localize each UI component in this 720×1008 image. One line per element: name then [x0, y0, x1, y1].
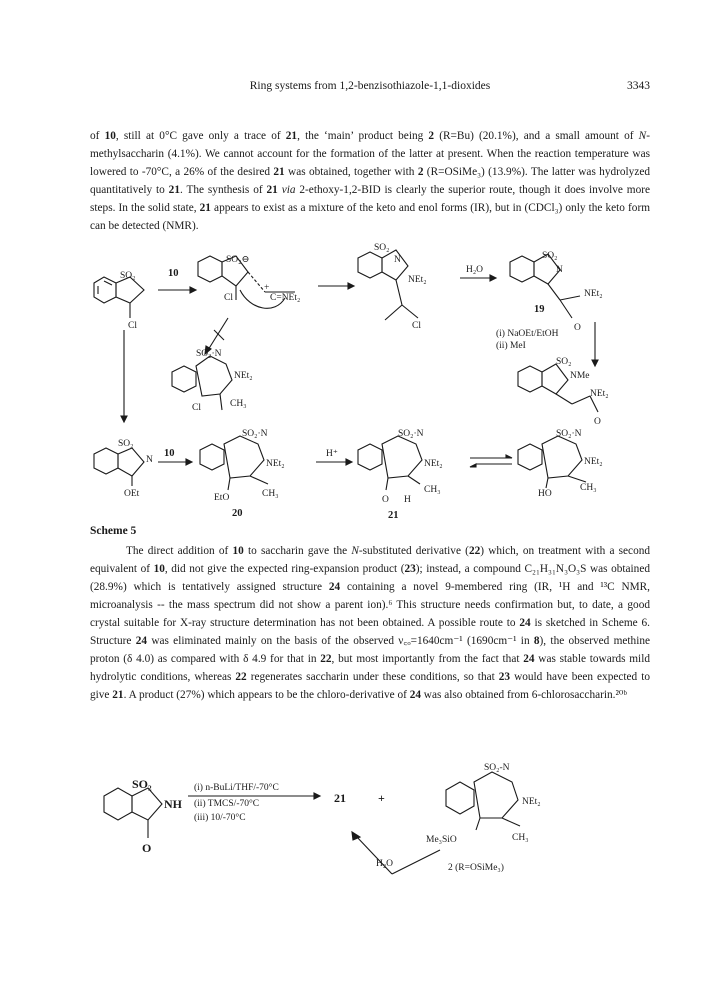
- nitrogen-label: N: [146, 455, 153, 465]
- sulfonyl-nitrogen-label: SO₂·N: [398, 429, 424, 439]
- diethylamino-label: NEt₂: [584, 457, 603, 467]
- compound-ref: 21: [285, 130, 298, 142]
- methyl-label: CH₃: [512, 833, 529, 843]
- text-run: regenerates saccharin under these conditions, so that: [246, 671, 499, 683]
- sulfonyl-anion-label: SO₂⊖: [226, 255, 250, 265]
- ethoxy-label: EtO: [214, 493, 230, 503]
- compound-ref: 22: [320, 653, 332, 665]
- text-run: -methylsaccharin (4.1%). We cannot account for the formation of the latter at present. When the reaction temperature was lowered to -70°C, a 26% of the desired: [90, 130, 650, 178]
- text-run: . A product (27%) which appears to be the chloro-derivative of: [123, 689, 410, 701]
- diethylamino-label: NEt₂: [424, 459, 443, 469]
- compound-ref: 24: [409, 689, 421, 701]
- compound-ref: 2: [428, 130, 435, 142]
- compound-ref: 24: [135, 635, 148, 647]
- reagent-step: (ii) TMCS/-70°C: [194, 799, 260, 809]
- chloro-label: Cl: [128, 321, 137, 331]
- text-run: 2-ethoxy-1,2-BID is clearly the superior route, though it does involve more steps. In the solid state,: [90, 184, 651, 214]
- so2-label: SO₂: [118, 439, 134, 449]
- compound-ref: 22: [468, 545, 481, 557]
- compound-number: 19: [534, 304, 545, 315]
- product-number: 21: [334, 791, 346, 805]
- so2-label: SO₂: [556, 357, 572, 367]
- so2-label: SO₂: [132, 777, 152, 791]
- text-run: is sketched in Scheme 6. Structure: [90, 617, 650, 647]
- paragraph-discussion: [90, 542, 650, 704]
- text-run: of: [90, 130, 105, 142]
- chloro-label: Cl: [192, 403, 201, 413]
- compound-ref: 21: [273, 166, 285, 178]
- oxygen-label: O: [382, 495, 389, 505]
- diethylamino-label: NEt₂: [408, 275, 427, 285]
- text-run: was obtained, together with: [284, 166, 418, 178]
- compound-ref: 21: [266, 184, 278, 196]
- text-run: , did not give the expected ring-expansion product (: [164, 563, 405, 575]
- so2-label: SO₂: [120, 271, 136, 281]
- sulfonyl-nitrogen-label: SO₂·N: [196, 349, 222, 359]
- compound-ref: 10: [104, 130, 116, 142]
- text-run: appears to exist as a mixture of the keto and enol forms (IR), but in (CDCl₃) only the keto form can be detected (NMR).: [90, 202, 651, 232]
- compound-ref: 24: [328, 581, 341, 593]
- water-label: H₂O: [466, 265, 484, 275]
- so2-label: SO₂: [374, 243, 390, 253]
- text-run: (R=OSiMe₃) (13.9%). The latter was hydrolyzed quantitatively to: [90, 166, 651, 196]
- text-run: -substituted derivative (: [358, 545, 469, 557]
- chloro-label: Cl: [412, 321, 421, 331]
- so2-label: SO₂: [542, 251, 558, 261]
- diethylamino-label: NEt₂: [234, 371, 253, 381]
- trimethylsiloxy-label: Me₃SiO: [426, 835, 457, 845]
- italic-run: N: [351, 545, 359, 557]
- compound-ref: 10: [232, 545, 244, 557]
- text-run: containing a novel 9-membered ring (IR, ¹H and ¹³C NMR, microanalysis -- the mass spectrum did not show a parent ion).⁶ This structure needs confirmation but, to date, a good crystal suitable for X-ray structure determination has not been obtained. A possible route to: [90, 581, 651, 629]
- italic-run: N: [638, 130, 647, 142]
- text-run: (R=Bu) (20.1%), and a small amount of: [434, 130, 639, 142]
- text-run: , but most importantly from the fact that: [331, 653, 524, 665]
- water-label: H₂O: [376, 859, 394, 869]
- reagent-number: 10: [168, 268, 179, 279]
- reagent-step: (iii) 10/-70°C: [194, 813, 246, 823]
- text-run: ); instead, a compound C₂₁H₃₁N₃O₃S was obtained (28.9%) which is tentatively assigned structure: [90, 563, 650, 593]
- compound-ref: 23: [498, 671, 511, 683]
- text-run: was eliminated mainly on the basis of the observed ν꜀ₒ=1640cm⁻¹ (1690cm⁻¹ in: [147, 635, 534, 647]
- text-run: The direct addition of: [126, 545, 233, 557]
- oxygen-label: O: [594, 417, 601, 427]
- sulfonyl-nitrogen-label: SO₂·N: [556, 429, 582, 439]
- reagent-number: 10: [164, 448, 175, 459]
- reagent-step: (i) n-BuLi/THF/-70°C: [194, 783, 279, 793]
- reagent-step: (i) NaOEt/EtOH: [496, 329, 559, 339]
- text-run: , the ‘main’ product being: [297, 130, 429, 142]
- plus-sign: +: [378, 791, 385, 805]
- nitrogen-label: N: [394, 255, 401, 265]
- oxygen-label: O: [142, 841, 152, 855]
- text-run: ), the observed methine proton (δ 4.0) as compared with δ 4.9 for that in: [90, 635, 650, 665]
- nh-label: NH: [164, 797, 182, 811]
- compound-ref: 23: [404, 563, 416, 575]
- sulfonyl-nitrogen-label: SO₂-N: [484, 763, 510, 773]
- compound-ref: 10: [153, 563, 165, 575]
- plus-charge: +: [264, 283, 270, 293]
- diethylamino-label: NEt₂: [590, 389, 609, 399]
- compound-ref: 2: [417, 166, 424, 178]
- methyl-label: CH₃: [262, 489, 279, 499]
- compound-ref: 21: [168, 184, 180, 196]
- running-title: Ring systems from 1,2-benzisothiazole-1,1-dioxides: [249, 80, 491, 92]
- methylimino-label: NMe: [570, 371, 590, 381]
- methyl-label: CH₃: [424, 485, 441, 495]
- sulfonyl-nitrogen-label: SO₂·N: [242, 429, 268, 439]
- italic-run: via: [281, 184, 296, 196]
- text-run: ) which, on treatment with a second equivalent of: [90, 545, 651, 575]
- page-number: 3343: [627, 80, 650, 92]
- chloro-label: Cl: [224, 293, 233, 303]
- diethylamino-label: NEt₂: [584, 289, 603, 299]
- hydroxy-label: HO: [538, 489, 552, 499]
- text-run: was also obtained from 6-chlorosaccharin.²⁰ᵇ: [420, 689, 627, 701]
- iminium-label: C=NEt₂: [270, 293, 301, 303]
- scheme-caption: Scheme 5: [90, 525, 137, 537]
- hydrogen-label: H: [404, 495, 411, 505]
- text-run: , still at 0°C gave only a trace of: [115, 130, 286, 142]
- compound-number: 20: [232, 508, 243, 519]
- compound-number: 2 (R=OSiMe₃): [448, 863, 504, 873]
- compound-ref: 21: [112, 689, 124, 701]
- reagent-step: (ii) MeI: [496, 341, 526, 351]
- compound-ref: 24: [519, 617, 531, 629]
- diethylamino-label: NEt₂: [522, 797, 541, 807]
- text-run: to saccharin gave the: [243, 545, 352, 557]
- compound-ref: 21: [199, 202, 211, 214]
- oxygen-label: O: [574, 323, 581, 333]
- compound-number: 21: [388, 510, 399, 521]
- text-run: would have been expected to give: [90, 671, 650, 701]
- compound-ref: 22: [235, 671, 247, 683]
- compound-ref: 24: [523, 653, 535, 665]
- nitrogen-label: N: [556, 265, 563, 275]
- compound-ref: 8: [533, 635, 540, 647]
- methyl-label: CH₃: [580, 483, 597, 493]
- diethylamino-label: NEt₂: [266, 459, 285, 469]
- text-run: . The synthesis of: [179, 184, 267, 196]
- ethoxy-label: OEt: [124, 489, 140, 499]
- acid-label: H⁺: [326, 449, 338, 459]
- text-run: was stable towards mild hydrolytic conditions, whereas: [90, 653, 650, 683]
- methyl-label: CH₃: [230, 399, 247, 409]
